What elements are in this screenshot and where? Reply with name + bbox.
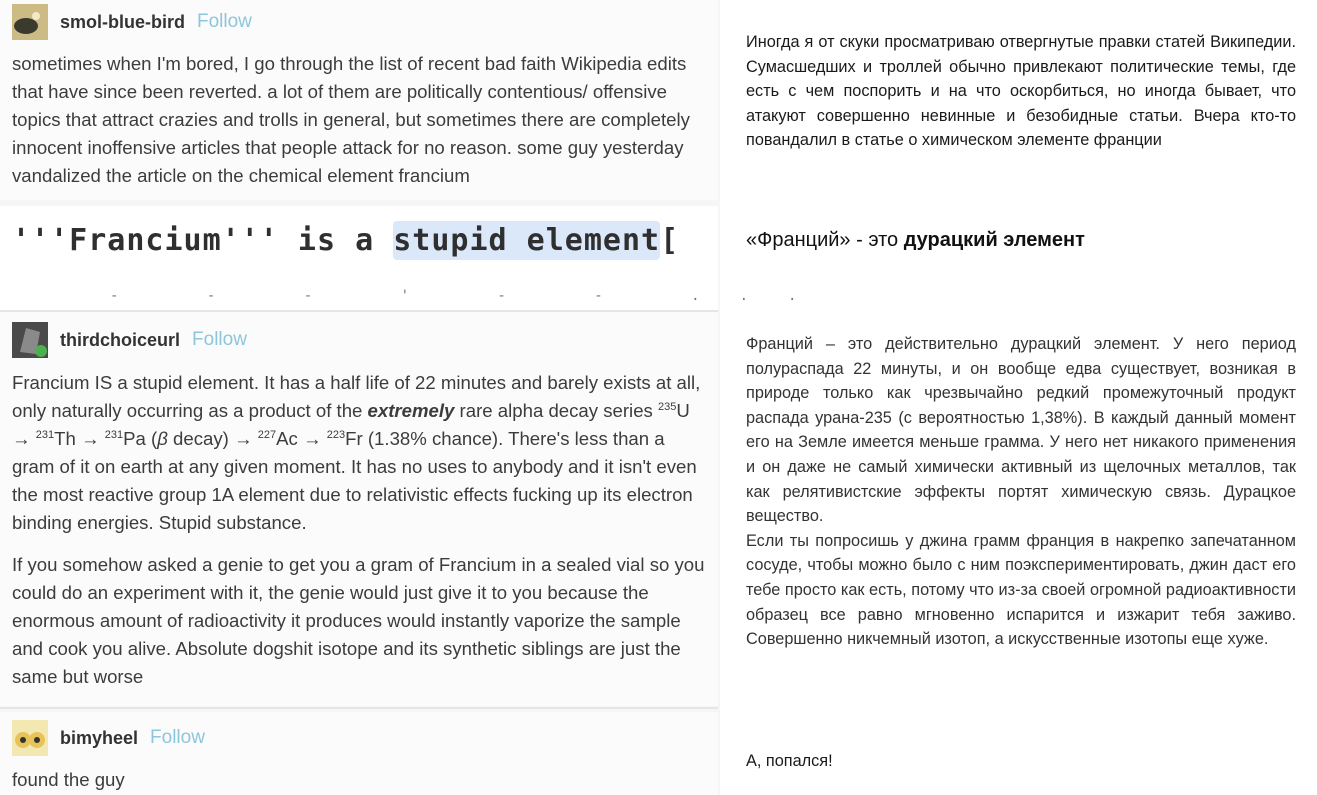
avatar-bird[interactable] [12, 4, 48, 40]
follow-button[interactable]: Follow [192, 329, 247, 350]
post-smol-blue-bird [0, 0, 718, 200]
element-symbol: U [676, 400, 690, 421]
caught-line: А, попался! [746, 752, 833, 770]
heading-bold: дурацкий элемент [903, 229, 1085, 251]
avatar-thirdchoiceurl[interactable] [12, 322, 48, 358]
arrow-icon: → [297, 428, 327, 449]
translation-heading [746, 229, 1085, 252]
arrow-icon: → [12, 428, 36, 449]
text-span: (1.38% chance). There's less than a gram of it on earth at any given moment. It has no uses to anybody and it isn't even the most reactive group 1A element due to relativistic effects fucking up its electron binding energies. Stupid substance. [12, 428, 697, 533]
post-bimyheel [0, 712, 718, 795]
post-paragraph-2: If you somehow asked a genie to get you a gram of Francium in a sealed vial so you could do an experiment with it, the genie would just give it to you because the enormous amount of radioactivity it produces would instantly vaporize the sample and cook you alive. Absolute dogshit isotope and its synthetic siblings are just the same but worse [12, 554, 705, 687]
arrow-icon: → [75, 428, 105, 449]
diff-code-line [12, 223, 679, 258]
beta-symbol: β [157, 428, 168, 449]
arrow-icon: → [228, 428, 258, 449]
post-paragraph-1 [12, 369, 712, 537]
diff-suffix: [ [660, 223, 680, 258]
post-thirdchoiceurl [0, 312, 718, 706]
element-symbol: Th [54, 428, 76, 449]
emphasis: extremely [367, 400, 455, 421]
body-paragraph-1: Франций – это действительно дурацкий элемент. У него период полураспада 22 минуты, и он вообще едва существует, возникая в природе только как чрезвычайно редкий промежуточный продукт распада урана-235 (с вероятностью 1,38%). В каждый данный момент его на Земле имеется меньше грамма. У него нет никакого применения и он даже не самый химически активный из щелочных металлов, так как релятивистские эффекты портят химическую связь. Дурацкое вещество. [746, 335, 1296, 526]
profile-avatar-icon [12, 322, 48, 358]
heading-plain: «Франций» - это [746, 229, 904, 251]
body-paragraph-2: Если ты попросишь у джина грамм франция в накрепко запечатанном сосуде, чтобы можно было с ним поэкспериментировать, джин даст его тебе просто как есть, потому что из-за своей огромной радиоактивности образец все равно мгновенно испарится и изжарит тебя заживо. Совершенно никчемный изотоп, а искусственные изотопы еще хуже. [746, 531, 1296, 649]
mass-number: 223 [326, 428, 346, 441]
username[interactable]: smol-blue-bird [60, 11, 185, 32]
post-body: sometimes when I'm bored, I go through the list of recent bad faith Wikipedia edits that have since been reverted. a lot of them are politically contentious/ offensive topics that attract crazies and trolls in general, but sometimes there are completely innocent inoffensive articles that people attack for no reason. some guy yesterday vandalized the article on the chemical element francium [12, 53, 690, 186]
intro-paragraph: Иногда я от скуки просматриваю отвергнутые правки статей Википедии. Сумасшедших и троллей обычно привлекают политические темы, где есть с чем поспорить и на что оскорбиться, но иногда бывает, что атакуют совершенно невинные и безобидные статьи. Вчера кто-то повандалил в статье о химическом элементе франции [746, 33, 1296, 150]
text-span: rare alpha decay series [454, 400, 658, 421]
mass-number: 227 [257, 428, 277, 441]
element-symbol: Fr [345, 428, 363, 449]
username[interactable]: thirdchoiceurl [60, 329, 181, 350]
diff-highlight: stupid element [393, 223, 661, 258]
follow-button[interactable]: Follow [197, 11, 252, 32]
mass-number: 235 [658, 400, 677, 413]
username[interactable]: bimyheel [60, 727, 139, 748]
follow-button[interactable]: Follow [150, 727, 205, 748]
element-symbol: Ac [276, 428, 298, 449]
divider [0, 707, 718, 709]
post-body [12, 369, 712, 691]
post-header [12, 4, 252, 40]
avatar-bimyheel[interactable] [12, 720, 48, 756]
post-header [12, 720, 205, 756]
diff-prefix: '''Francium''' is a [12, 223, 394, 258]
mass-number: 231 [104, 428, 124, 441]
bird-avatar-icon [12, 4, 48, 40]
text-span: Francium IS a stupid element. It has a half life of 22 minutes and barely exists at all, only naturally occurring as a product of the [12, 372, 701, 421]
mass-number: 231 [35, 428, 55, 441]
owl-avatar-icon [12, 720, 48, 756]
text-span: decay) [167, 428, 229, 449]
translation-body [746, 332, 1296, 652]
translation-intro [746, 30, 1296, 153]
diff-ticks: - - - ' - - ... [110, 288, 837, 304]
post-header [12, 322, 247, 358]
post-body: found the guy [12, 769, 125, 790]
element-symbol: Pa ( [123, 428, 158, 449]
